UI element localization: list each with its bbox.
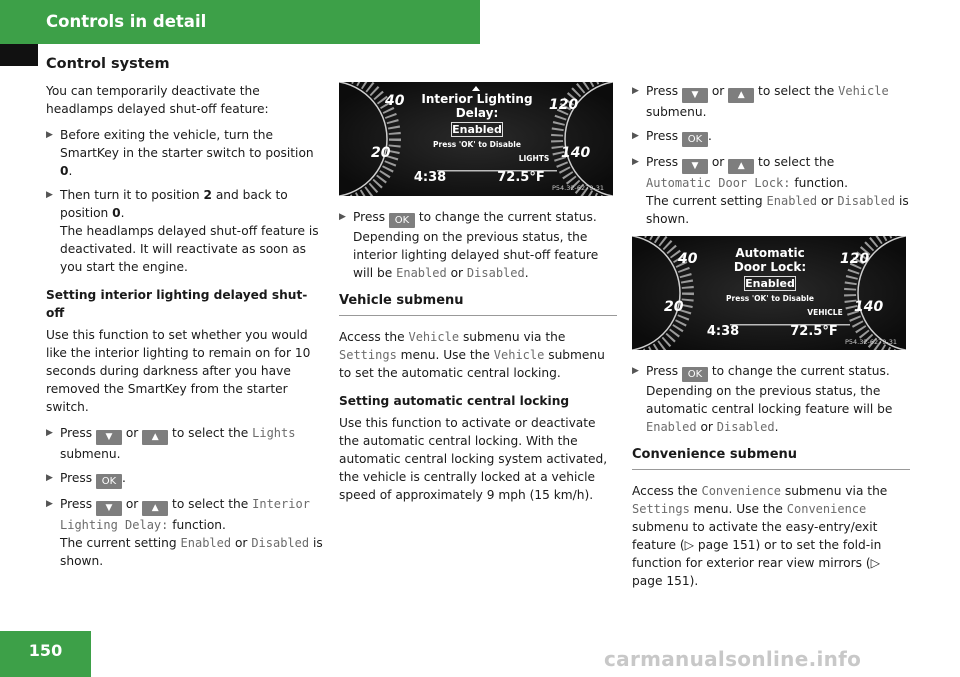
step-press-ok-vehicle: ▶ Press OK . bbox=[632, 129, 712, 145]
display-value-box: Enabled bbox=[745, 277, 795, 290]
chapter-title: Controls in detail bbox=[46, 12, 207, 31]
page-ref-arrow-icon: ▷ bbox=[684, 538, 695, 552]
down-key-icon: ▼ bbox=[96, 501, 122, 516]
step-arrow-icon: ▶ bbox=[46, 473, 53, 483]
step-press-ok: ▶ Press OK . bbox=[46, 471, 126, 487]
instrument-display-interior-lighting: 40 20 120 140 Interior Lighting Delay: Enabled Press 'OK' to Disable LIGHTS 4:38 72.5°F P54.32-6279-31 bbox=[339, 82, 613, 196]
step-select-interior-lighting: ▶ Press ▼ or ▲ to select the Interior Lighting Delay: function. The current setting Enabled or Disabled is shown. bbox=[46, 497, 323, 568]
convenience-submenu-description: Access the Convenience submenu via the Settings menu. Use the Convenience submenu to activate the easy-entry/exit feature (▷ page 151) or to set the fold-in function for exterior rear view mirrors (▷ page 151). bbox=[632, 484, 888, 588]
up-key-icon: ▲ bbox=[142, 501, 168, 516]
up-key-icon: ▲ bbox=[142, 430, 168, 445]
step-arrow-icon: ▶ bbox=[46, 428, 53, 438]
step-arrow-icon: ▶ bbox=[46, 190, 53, 200]
column-1 bbox=[46, 82, 324, 576]
step-arrow-icon: ▶ bbox=[339, 212, 346, 222]
ok-key-icon: OK bbox=[389, 213, 415, 228]
up-key-icon: ▲ bbox=[728, 88, 754, 103]
page-number-block bbox=[0, 631, 91, 677]
function-name: Interior Lighting Delay: bbox=[60, 497, 310, 532]
menu-name: Vehicle bbox=[838, 84, 889, 98]
step-select-lights: ▶ Press ▼ or ▲ to select the Lights submenu. bbox=[46, 426, 296, 461]
function-name: Automatic Door Lock: bbox=[646, 176, 791, 190]
vehicle-submenu-description: Access the Vehicle submenu via the Settings menu. Use the Vehicle submenu to set the automatic central locking. bbox=[339, 330, 605, 380]
step-arrow-icon: ▶ bbox=[46, 499, 53, 509]
step-select-vehicle: ▶ Press ▼ or ▲ to select the Vehicle submenu. bbox=[632, 84, 889, 119]
step-turn-key: ▶ Then turn it to position 2 and back to position 0. The headlamps delayed shut-off feature is deactivated. It will reactivate as soon as you start the engine. bbox=[46, 188, 319, 274]
chapter-header bbox=[0, 0, 480, 44]
step-exit-vehicle: ▶ Before exiting the vehicle, turn the SmartKey in the starter switch to position 0. bbox=[46, 128, 314, 178]
step-arrow-icon: ▶ bbox=[632, 366, 639, 376]
menu-name: Lights bbox=[252, 426, 296, 440]
down-key-icon: ▼ bbox=[682, 159, 708, 174]
central-locking-description: Use this function to activate or deactivate the automatic central locking. With the automatic central locking system activated, the vehicle is centrally locked at a vehicle speed of approximately 9 mph (15 km/h). bbox=[339, 416, 608, 502]
down-key-icon: ▼ bbox=[96, 430, 122, 445]
step-arrow-icon: ▶ bbox=[632, 86, 639, 96]
display-value-box: Enabled bbox=[452, 123, 502, 136]
heading-convenience-submenu: Convenience submenu bbox=[632, 446, 910, 470]
column-2 bbox=[339, 82, 617, 512]
watermark: carmanualsonline.info bbox=[604, 647, 862, 671]
ok-key-icon: OK bbox=[96, 474, 122, 489]
ok-key-icon: OK bbox=[682, 367, 708, 382]
step-select-door-lock: ▶ Press ▼ or ▲ to select the Automatic Door Lock: function. The current setting Enabled or Disabled is shown. bbox=[632, 155, 909, 226]
page-number: 150 bbox=[28, 641, 63, 660]
down-key-icon: ▼ bbox=[682, 88, 708, 103]
heading-vehicle-submenu: Vehicle submenu bbox=[339, 292, 617, 316]
instrument-display-door-lock: 40 20 120 140 Automatic Door Lock: Enabled Press 'OK' to Disable VEHICLE 4:38 72.5°F P54.32-6279-31 bbox=[632, 236, 906, 350]
ok-key-icon: OK bbox=[682, 132, 708, 147]
up-key-icon: ▲ bbox=[728, 159, 754, 174]
step-arrow-icon: ▶ bbox=[632, 131, 639, 141]
step-change-status-lighting: ▶ Press OK to change the current status. Depending on the previous status, the interior lighting delayed shut-off feature will be Enabled or Disabled. bbox=[339, 210, 599, 280]
corner-tab bbox=[0, 44, 38, 66]
subheading-central-locking: Setting automatic central locking bbox=[339, 394, 570, 408]
page-reference-link[interactable]: page 151 bbox=[697, 538, 756, 552]
step-note: The headlamps delayed shut-off feature is deactivated. It will reactivate as soon as you start the engine. bbox=[60, 224, 319, 274]
step-arrow-icon: ▶ bbox=[632, 157, 639, 167]
interior-lighting-description: Use this function to set whether you would like the interior lighting to remain on for 10 seconds during darkness after you have removed the SmartKey from the starter switch. bbox=[46, 328, 311, 414]
subheading-interior-lighting: Setting interior lighting delayed shut-off bbox=[46, 288, 308, 320]
page-ref-arrow-icon: ▷ bbox=[870, 556, 880, 570]
column-3 bbox=[632, 82, 910, 598]
step-change-status-lock: ▶ Press OK to change the current status. Depending on the previous status, the automatic central locking feature will be Enabled or Disabled. bbox=[632, 364, 893, 434]
intro-text: You can temporarily deactivate the headlamps delayed shut-off feature: bbox=[46, 84, 269, 116]
step-arrow-icon: ▶ bbox=[46, 130, 53, 140]
section-title: Control system bbox=[46, 56, 170, 72]
page-reference-link[interactable]: page 151 bbox=[632, 574, 690, 588]
